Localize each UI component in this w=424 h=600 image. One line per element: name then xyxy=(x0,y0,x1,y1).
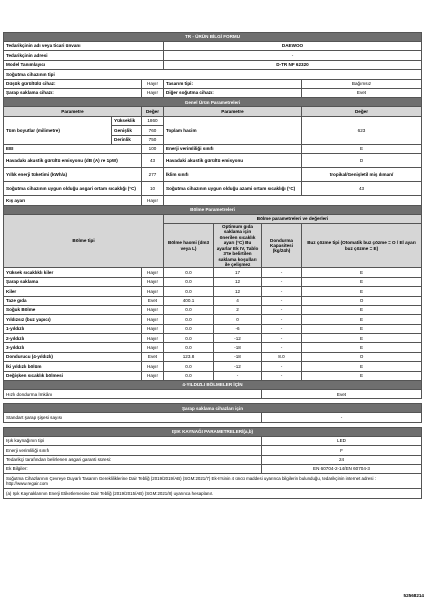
compartment-row xyxy=(4,315,422,324)
compartment-defrost: E xyxy=(302,268,422,277)
compartment-temp-header: Optimum gıda saklama için önerilen sıcaklık ayarı (°C) Bu ayarlar Ek IV, Tablo 3'te belirtilen saklama koşulları ile çelişmez xyxy=(214,224,262,268)
model-value: D-TR NF 62320 xyxy=(164,60,422,69)
compartment-temp: -6 xyxy=(214,324,262,333)
supplier-address-label: Tedarikçinin adresi xyxy=(4,51,164,60)
depth-label: Derinlik xyxy=(112,135,142,144)
compartment-defrost: E xyxy=(302,334,422,343)
compartment-defrost: E xyxy=(302,287,422,296)
compartment-defrost: E xyxy=(302,324,422,333)
warranty-label: Tedarikçi tarafından belirlenen asgari garanti süresi: xyxy=(4,455,262,464)
compartment-defrost: E xyxy=(302,362,422,371)
compartment-volume: 0.0 xyxy=(164,343,214,352)
compartment-row xyxy=(4,296,422,305)
compartment-name: 1-yıldızlı xyxy=(4,324,142,333)
light-source-note: (a) Işık Kaynaklarının Enerji Etiketlemesine Dair Tebliğ (2019/2015/AB) (SGM:2021/8) uyarınca hesaplanır. xyxy=(4,489,422,498)
compartment-name: 2-yıldızlı xyxy=(4,334,142,343)
compartment-name: Yıldızsız (buz yapıcı) xyxy=(4,315,142,324)
max-temp-value: 43 xyxy=(302,182,422,196)
depth-value: 750 xyxy=(142,135,164,144)
compartment-volume: 0.0 xyxy=(164,268,214,277)
compartment-defrost: O xyxy=(302,352,422,361)
climate-class-label: İklim sınıfı xyxy=(164,168,302,182)
low-noise-label: Düşük gürültülü cihaz: xyxy=(4,79,142,88)
compartment-temp: -18 xyxy=(214,343,262,352)
compartment-row xyxy=(4,371,422,380)
compartment-temp: 2 xyxy=(214,305,262,314)
compartment-name: Değişken sıcaklık bölmesi xyxy=(4,371,142,380)
min-temp-label: Soğutma cihazının uygun olduğu asgari ortam sıcaklığı (°C) xyxy=(4,182,142,196)
document-code: 52568214 xyxy=(403,593,424,598)
other-appliance-value: Evet xyxy=(302,88,422,97)
compartment-defrost: O xyxy=(302,296,422,305)
compartment-volume: 0.0 xyxy=(164,277,214,286)
compartment-temp: -12 xyxy=(214,334,262,343)
other-appliance-label: Diğer soğutma cihazı: xyxy=(164,88,302,97)
noise-label: Havadakı akustik gürültü emisyonu (dB (A) re 1pW) xyxy=(4,154,142,168)
compartment-row xyxy=(4,362,422,371)
total-volume-label: Toplam hacim xyxy=(164,116,302,144)
energy-class-label: Enerji verimliliği sınıfı xyxy=(164,144,302,153)
compartment-present: Hayır xyxy=(142,324,164,333)
compartment-present: Hayır xyxy=(142,277,164,286)
energy-class-value: E xyxy=(302,144,422,153)
compartment-name: Soğuk Bölme xyxy=(4,305,142,314)
compartment-temp: 17 xyxy=(214,268,262,277)
compartment-present: Evet xyxy=(142,352,164,361)
compartment-volume: 123.8 xyxy=(164,352,214,361)
fast-freeze-label: Hızlı dondurma İmkânı xyxy=(4,390,262,399)
compartment-rows xyxy=(4,268,422,381)
noise-class-value: D xyxy=(302,154,422,168)
compartment-capacity: - xyxy=(262,362,302,371)
compartment-present: Evet xyxy=(142,296,164,305)
compartment-volume: 0.0 xyxy=(164,371,214,380)
min-temp-value: 10 xyxy=(142,182,164,196)
compartment-present: Hayır xyxy=(142,343,164,352)
light-type-value: LED xyxy=(262,436,422,445)
light-class-label: Enerji verimliliği sınıfı xyxy=(4,446,262,455)
design-type-label: Tasarım tipi: xyxy=(164,79,302,88)
max-temp-label: Soğutma cihazının uygun olduğu azami ortam sıcaklığı (°C) xyxy=(164,182,302,196)
supplier-name-value: DAEWOO xyxy=(164,42,422,51)
general-param-header-2: Parametre xyxy=(164,107,302,116)
four-star-section-title: 4-YILDIZLI BÖLMELER İÇİN xyxy=(4,381,422,390)
compartment-present: Hayır xyxy=(142,334,164,343)
compartment-name: Şarap saklama xyxy=(4,277,142,286)
compartment-temp: 12 xyxy=(214,287,262,296)
supplier-name-label: Tedarikçinin adı veya ticari ünvanı xyxy=(4,42,164,51)
eei-label: EEI xyxy=(4,144,142,153)
compartment-defrost-header: Buz çözme tipi (Otomatik buz çözme = O / El ayarı buz çözme = E) xyxy=(302,224,422,268)
compartment-row xyxy=(4,324,422,333)
noise-value: 43 xyxy=(142,154,164,168)
compartment-capacity: - xyxy=(262,324,302,333)
product-info-table xyxy=(3,32,422,499)
compartment-volume: 0.0 xyxy=(164,362,214,371)
compartment-volume: 0.0 xyxy=(164,305,214,314)
form-title: TR - ÜRÜN BİLGİ FORMU xyxy=(4,33,422,42)
compartment-capacity: - xyxy=(262,287,302,296)
eei-value: 100 xyxy=(142,144,164,153)
wine-storage-value: Hayır xyxy=(142,88,164,97)
compartment-name: Dondurucu (4-yıldızlı) xyxy=(4,352,142,361)
fast-freeze-value: Evet xyxy=(262,390,422,399)
warranty-value: 24 xyxy=(262,455,422,464)
compartment-present: Hayır xyxy=(142,371,164,380)
wine-bottles-label: Standart şarap şişesi sayısı xyxy=(4,413,262,422)
compartment-name: 3-yıldızlı xyxy=(4,343,142,352)
winter-setting-label: Kış ayarı xyxy=(4,196,142,205)
compartment-present: Hayır xyxy=(142,268,164,277)
compartment-capacity: - xyxy=(262,334,302,343)
compartment-name: İki yıldızlı bölüm xyxy=(4,362,142,371)
compartment-temp: -18 xyxy=(214,352,262,361)
compartment-present: Hayır xyxy=(142,287,164,296)
compartment-name: Yüksek sıcaklıklı kiler xyxy=(4,268,142,277)
annual-energy-label: Yıllık enerji tüketimi (kWh/a) xyxy=(4,168,142,182)
compartment-row xyxy=(4,352,422,361)
product-info-sheet xyxy=(3,32,421,499)
winter-setting-value: Hayır xyxy=(142,196,164,205)
general-param-header: Parametre xyxy=(4,107,142,116)
compartment-capacity: - xyxy=(262,305,302,314)
width-value: 760 xyxy=(142,126,164,135)
wine-bottles-value: - xyxy=(262,413,422,422)
compartment-defrost: E xyxy=(302,343,422,352)
appendix-value: EN 60704-2-14/EN 60704-3 xyxy=(262,464,422,473)
compartment-capacity: 8.0 xyxy=(262,352,302,361)
winter-setting-blank xyxy=(164,196,422,205)
noise-class-label: Havadaki akustik gürültü emisyonu xyxy=(164,154,302,168)
climate-class-value: tropikal/Genişletil miş ılıman/ xyxy=(302,168,422,182)
wine-section-title: Şarap saklama cihazları için xyxy=(4,404,422,413)
compartment-temp: 4 xyxy=(214,296,262,305)
appliance-type-label: Soğutma cihazının tipi xyxy=(4,70,422,79)
compartment-volume: 0.0 xyxy=(164,334,214,343)
supplier-address-value: - xyxy=(164,51,422,60)
compartment-capacity: - xyxy=(262,371,302,380)
low-noise-value: Hayır xyxy=(142,79,164,88)
compartment-capacity: - xyxy=(262,296,302,305)
height-label: Yükseklik xyxy=(112,116,142,125)
compartment-type-header: Bölme tipi xyxy=(4,214,164,268)
compartment-row xyxy=(4,287,422,296)
compartment-name: Taze gıda xyxy=(4,296,142,305)
compartment-row xyxy=(4,343,422,352)
compartment-temp: 0 xyxy=(214,315,262,324)
light-class-value: F xyxy=(262,446,422,455)
appendix-label: Ek Bilgiler: xyxy=(4,464,262,473)
general-value-header-2: Değer xyxy=(302,107,422,116)
compartment-defrost: E xyxy=(302,315,422,324)
compartment-present: Hayır xyxy=(142,362,164,371)
compartment-temp: -12 xyxy=(214,362,262,371)
compartment-volume-header: Bölme haomi (dm3 veya L) xyxy=(164,224,214,268)
compartment-sub-title: Bölme parametreleri ve değerleri xyxy=(164,214,422,223)
general-value-header: Değer xyxy=(142,107,164,116)
light-type-label: Işık kaynağının tipi xyxy=(4,436,262,445)
compartment-volume: 400.1 xyxy=(164,296,214,305)
model-label: Model Tanımlayıcı xyxy=(4,60,164,69)
compartment-defrost: E xyxy=(302,305,422,314)
compartment-section-title: Bölme Parametreleri xyxy=(4,205,422,214)
light-section-title: IŞIK KAYNAĞI PARAMETRELERİ(a,b) xyxy=(4,427,422,436)
compartment-row xyxy=(4,268,422,277)
compartment-capacity: - xyxy=(262,268,302,277)
compartment-defrost: E xyxy=(302,277,422,286)
dimensions-label: Tüm boyutlar (milimetre) xyxy=(4,116,112,144)
compartment-row xyxy=(4,334,422,343)
compartment-present: Hayır xyxy=(142,315,164,324)
compartment-temp: 12 xyxy=(214,277,262,286)
compartment-row xyxy=(4,305,422,314)
compartment-volume: 0.0 xyxy=(164,324,214,333)
compartment-volume: 0.0 xyxy=(164,315,214,324)
general-section-title: Genel Ürün Parametreleri xyxy=(4,98,422,107)
compartment-name: Kiler xyxy=(4,287,142,296)
compartment-capacity: - xyxy=(262,343,302,352)
compartment-temp: - xyxy=(214,371,262,380)
width-label: Genişlik xyxy=(112,126,142,135)
compartment-volume: 0.0 xyxy=(164,287,214,296)
compartment-present: Hayır xyxy=(142,305,164,314)
design-type-value: Bağımsız xyxy=(302,79,422,88)
compartment-capacity: - xyxy=(262,277,302,286)
annual-energy-value: 277 xyxy=(142,168,164,182)
compartment-defrost: E xyxy=(302,371,422,380)
supplier-website-note: Soğutma Cihazlarının Çevreye Duyarlı Tasarım Gerekliliklerine Dair Tebliğ (2019/2019/AB) (SGM:2021/7) Ek-II'sinin 4 üncü maddesi uyarınca bilgilerin bulunduğu, tedarikçinin internet adresi : http://www.regair.com xyxy=(4,474,422,489)
height-value: 1860 xyxy=(142,116,164,125)
compartment-capacity: - xyxy=(262,315,302,324)
total-volume-value: 623 xyxy=(302,116,422,144)
wine-storage-label: Şarap saklama cihazı: xyxy=(4,88,142,97)
compartment-row xyxy=(4,277,422,286)
compartment-capacity-header: Dondurma Kapasitesi (kg/24h) xyxy=(262,224,302,268)
